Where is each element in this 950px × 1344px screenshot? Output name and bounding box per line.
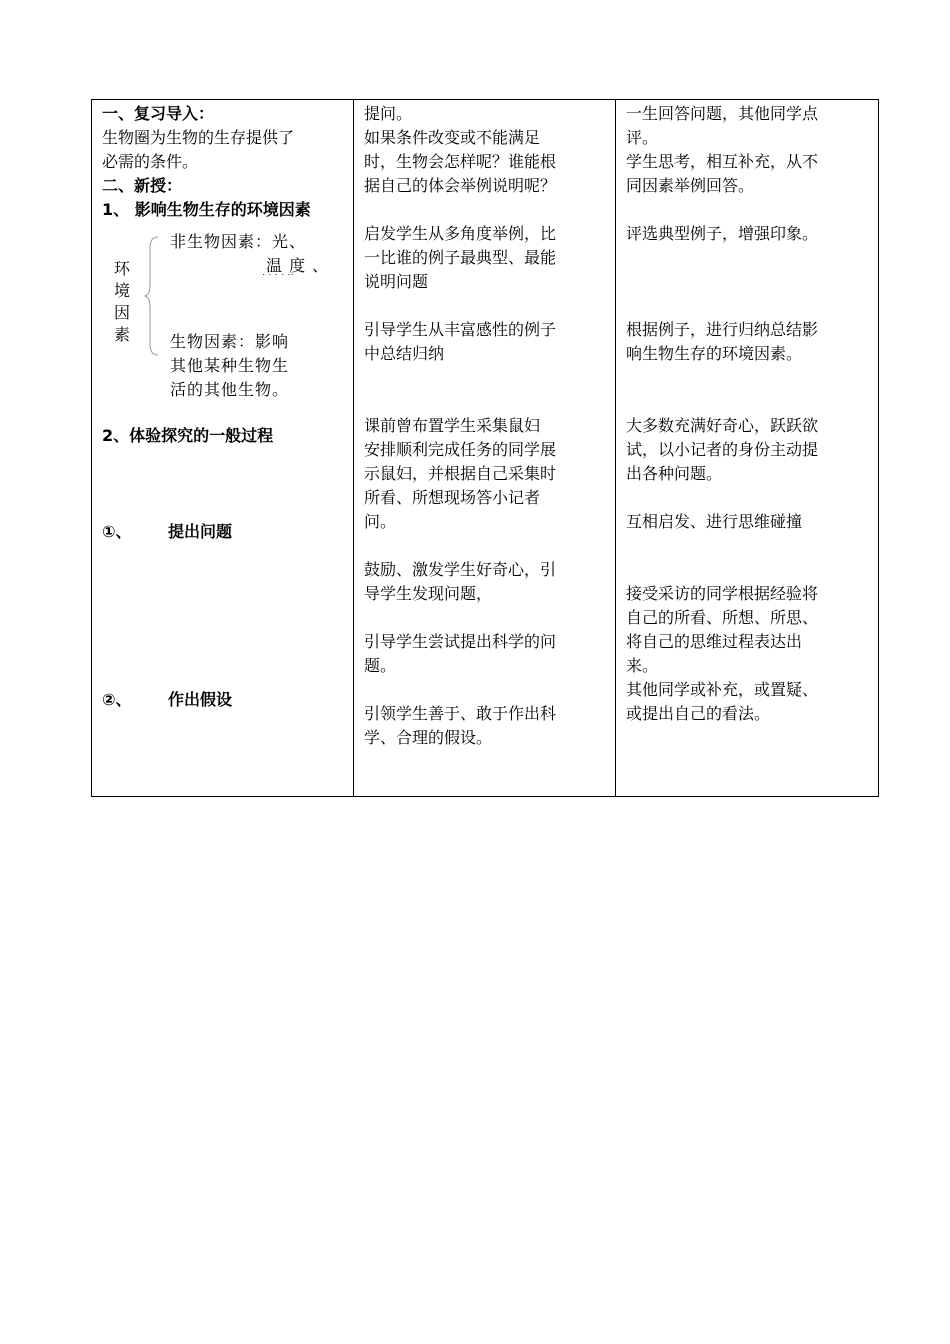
- student-text-line: 或提出自己的看法。: [626, 704, 771, 723]
- review-text-line: 生物圈为生物的生存提供了: [102, 128, 295, 147]
- teacher-text-line: 课前曾布置学生采集鼠妇: [364, 416, 541, 435]
- teacher-text-line: 据自己的体会举例说明呢？: [364, 176, 557, 195]
- nonbio-factor-text: 温 度 、: [266, 256, 330, 275]
- teacher-text-line: 说明问题: [364, 272, 429, 291]
- teacher-text-line: 提问。: [364, 104, 413, 123]
- bio-factor-text: 生物因素：影响 其他某种生物生 活的其他生物。: [170, 332, 290, 399]
- nonbio-factor-clipped-text: [262, 274, 342, 278]
- teacher-text-line: 引导学生尝试提出科学的问: [364, 632, 557, 651]
- env-factor-label: 环 境 因 素: [113, 259, 130, 344]
- teacher-text-line: 引导学生从丰富感性的例子: [364, 320, 557, 339]
- step-ask-question: ①、 提出问题: [102, 522, 233, 541]
- content-column: [92, 100, 354, 797]
- student-text-line: 互相启发、进行思维碰撞: [626, 512, 803, 531]
- teacher-text-line: 安排顺利完成任务的同学展: [364, 440, 557, 459]
- student-text-line: 评选典型例子，增强印象。: [626, 224, 819, 243]
- teacher-text-line: 引领学生善于、敢于作出科: [364, 704, 557, 723]
- student-text-line: 接受采访的同学根据经验将: [626, 584, 819, 603]
- student-text-line: 评。: [626, 128, 659, 147]
- env-factor-diagram: [102, 230, 345, 400]
- teacher-text-line: 所看、所想现场答小记者: [364, 488, 541, 507]
- lesson-plan-table: [91, 99, 879, 797]
- teacher-text-line: 导学生发现问题，: [364, 584, 493, 603]
- student-text-line: 来。: [626, 656, 659, 675]
- review-heading: 一、复习导入：: [102, 104, 215, 123]
- student-text-line: 一生回答问题，其他同学点: [626, 104, 819, 123]
- student-text-line: 自己的所看、所想、所思、: [626, 608, 819, 627]
- teacher-text-line: 鼓励、激发学生好奇心，引: [364, 560, 557, 579]
- teacher-text-line: 题。: [364, 656, 397, 675]
- new-lesson-heading: 二、新授：: [102, 176, 183, 195]
- student-text-line: 学生思考，相互补充，从不: [626, 152, 819, 171]
- student-text-line: 试，以小记者的身份主动提: [626, 440, 819, 459]
- student-text-line: 根据例子，进行归纳总结影: [626, 320, 819, 339]
- teacher-text-line: 如果条件改变或不能满足: [364, 128, 541, 147]
- nonbio-factor-text: 非生物因素：光、: [170, 232, 307, 251]
- brace-icon: [144, 236, 160, 356]
- section-heading-inquiry: 2、体验探究的一般过程: [102, 426, 274, 445]
- student-text-line: 响生物生存的环境因素。: [626, 344, 803, 363]
- student-text-line: 大多数充满好奇心，跃跃欲: [626, 416, 819, 435]
- teacher-activity-column: [354, 100, 616, 797]
- review-text-line: 必需的条件。: [102, 152, 199, 171]
- student-activity-column: [616, 100, 879, 797]
- teacher-text-line: 时，生物会怎样呢？谁能根: [364, 152, 557, 171]
- teacher-text-line: 一比谁的例子最典型、最能: [364, 248, 557, 267]
- teacher-text-line: 启发学生从多角度举例，比: [364, 224, 557, 243]
- student-text-line: 出各种问题。: [626, 464, 723, 483]
- teacher-text-line: 示鼠妇，并根据自己采集时: [364, 464, 557, 483]
- student-text-line: 同因素举例回答。: [626, 176, 755, 195]
- table-row: [92, 100, 879, 797]
- student-text-line: 其他同学或补充，或置疑、: [626, 680, 819, 699]
- teacher-text-line: 中总结归纳: [364, 344, 445, 363]
- teacher-text-line: 学、合理的假设。: [364, 728, 493, 747]
- teacher-text-line: 问。: [364, 512, 397, 531]
- step-make-hypothesis: ②、 作出假设: [102, 690, 233, 709]
- section-heading-env-factors: 1、 影响生物生存的环境因素: [102, 200, 311, 219]
- student-text-line: 将自己的思维过程表达出: [626, 632, 803, 651]
